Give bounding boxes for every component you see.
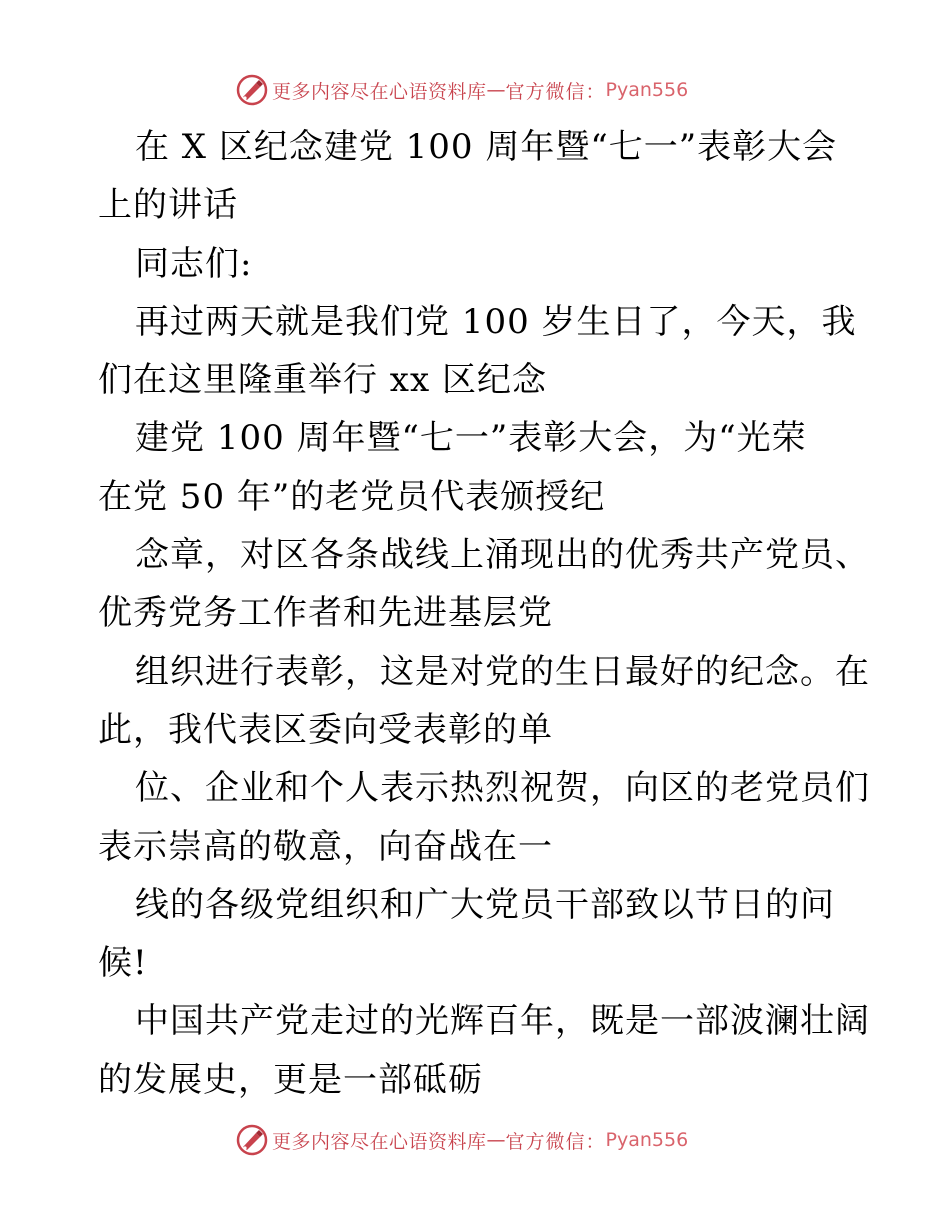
pen-logo-icon bbox=[236, 1124, 268, 1156]
text-line: 们在这里隆重举行 xx 区纪念 bbox=[98, 360, 547, 401]
document-body bbox=[98, 118, 870, 1109]
text-line: 组织进行表彰，这是对党的生日最好的纪念。在 bbox=[135, 651, 870, 692]
text-line: 同志们: bbox=[135, 243, 253, 284]
text-line: 此，我代表区委向受表彰的单 bbox=[98, 709, 553, 750]
text-line: 在党 50 年”的老党员代表颁授纪 bbox=[98, 476, 606, 517]
pen-logo-icon bbox=[236, 74, 268, 106]
text-line: 优秀党务工作者和先进基层党 bbox=[98, 593, 553, 634]
text-line: 念章，对区各条战线上涌现出的优秀共产党员、 bbox=[135, 535, 870, 576]
header-watermark-banner bbox=[236, 73, 688, 107]
text-line: 线的各级党组织和广大党员干部致以节日的问 bbox=[135, 884, 835, 925]
banner-dash: — bbox=[486, 79, 506, 101]
banner-wechat-id: Pyan556 bbox=[605, 1129, 689, 1151]
text-line: 中国共产党走过的光辉百年，既是一部波澜壮阔 bbox=[135, 1001, 870, 1042]
text-line: 的发展史，更是一部砥砺 bbox=[98, 1059, 483, 1100]
text-line: 再过两天就是我们党 100 岁生日了，今天，我 bbox=[135, 301, 857, 342]
text-line: 上的讲话 bbox=[98, 185, 238, 226]
text-line: 位、企业和个人表示热烈祝贺，向区的老党员们 bbox=[135, 768, 870, 809]
banner-wechat-label: 官方微信： bbox=[505, 1130, 606, 1153]
banner-wechat-label: 官方微信： bbox=[505, 80, 606, 103]
text-line: 建党 100 周年暨“七一”表彰大会，为“光荣 bbox=[135, 418, 807, 459]
banner-slogan: 更多内容尽在心语资料库 bbox=[272, 80, 487, 103]
text-line: 表示崇高的敬意，向奋战在一 bbox=[98, 826, 553, 867]
banner-wechat-id: Pyan556 bbox=[605, 79, 689, 101]
text-line: 在 X 区纪念建党 100 周年暨“七一”表彰大会 bbox=[135, 127, 838, 167]
text-line: 候! bbox=[98, 943, 148, 984]
banner-dash: — bbox=[486, 1129, 506, 1151]
footer-watermark-banner bbox=[236, 1123, 688, 1157]
banner-slogan: 更多内容尽在心语资料库 bbox=[272, 1130, 487, 1153]
